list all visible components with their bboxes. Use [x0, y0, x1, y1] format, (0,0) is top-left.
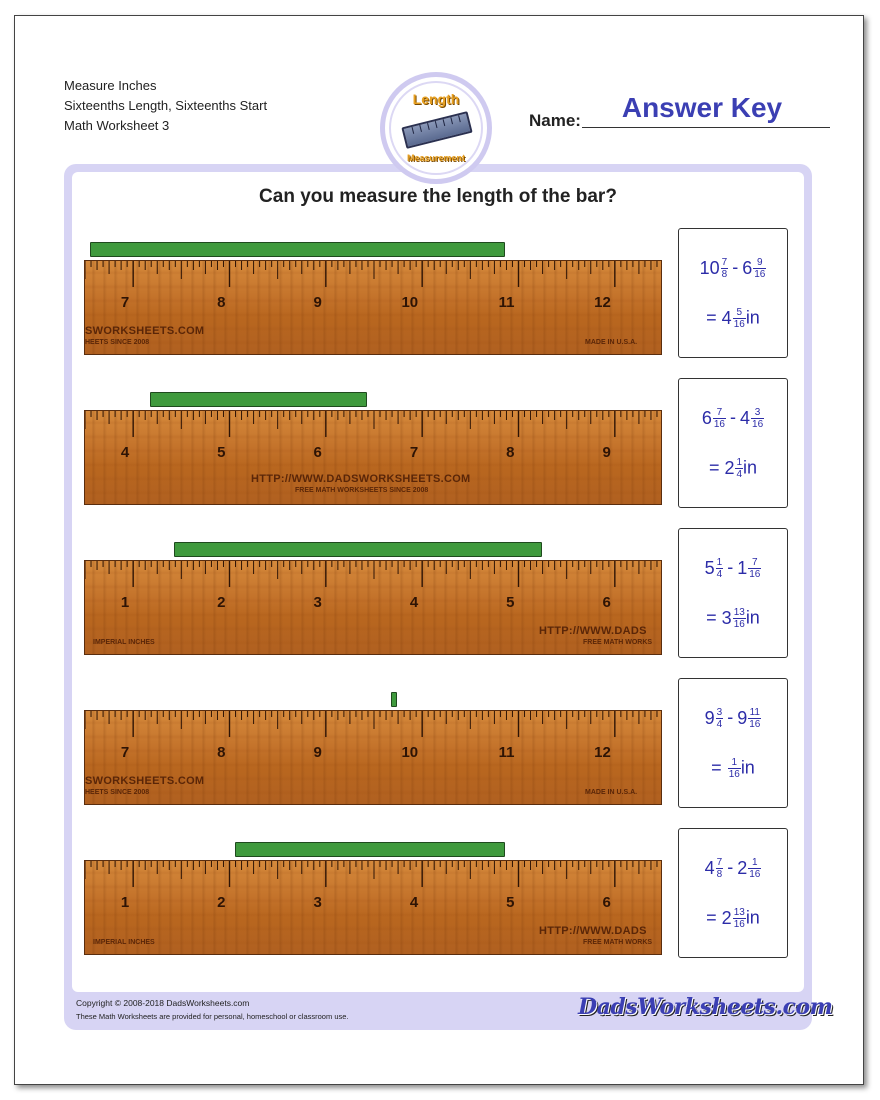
result-value — [722, 907, 746, 930]
numerator: 3 — [716, 707, 723, 718]
answer-key-text: Answer Key — [621, 92, 783, 123]
numerator: 7 — [716, 407, 723, 418]
unit-label: in — [740, 757, 755, 778]
numerator: 7 — [716, 857, 723, 868]
numerator: 11 — [749, 707, 760, 718]
denominator: 16 — [754, 269, 766, 280]
whole-number: 2 — [737, 858, 748, 878]
ruler-scale — [85, 711, 662, 805]
answer-box — [678, 228, 788, 358]
problem-row — [84, 828, 812, 958]
subtraction-expression — [679, 257, 787, 280]
result-value — [722, 607, 746, 630]
fraction — [716, 707, 724, 730]
equals-sign: = — [711, 757, 727, 778]
minus-sign: - — [727, 707, 734, 728]
end-value — [705, 707, 724, 730]
problem-row — [84, 378, 812, 508]
ruler-watermark-sub: FREE MATH WORKSHEETS SINCE 2008 — [295, 487, 429, 494]
ruler-inch-label: 6 — [313, 444, 322, 461]
ruler-inch-label: 5 — [506, 894, 515, 911]
dadsworksheets-logo[interactable]: DadsWorksheets.com — [578, 994, 833, 1020]
unit-label: in — [745, 607, 760, 628]
ruler-inch-label: 8 — [506, 444, 515, 461]
numerator: 7 — [721, 257, 728, 268]
ruler-inch-label: 10 — [401, 294, 419, 311]
denominator: 8 — [721, 269, 728, 280]
whole-number: 10 — [699, 258, 720, 278]
measure-bar — [150, 392, 367, 407]
denominator: 8 — [716, 869, 723, 880]
result-value — [724, 457, 743, 480]
equals-sign: = — [708, 457, 725, 478]
ruler-inch-label: 2 — [217, 894, 226, 911]
result-expression — [679, 757, 787, 780]
minus-sign: - — [730, 407, 736, 428]
fraction — [716, 557, 724, 580]
subtraction-expression — [679, 857, 787, 880]
result-value — [727, 757, 741, 780]
numerator: 1 — [731, 757, 738, 768]
start-value — [740, 407, 764, 430]
denominator: 16 — [733, 919, 745, 930]
ruler-inch-label: 1 — [120, 894, 130, 911]
numerator: 1 — [716, 557, 723, 568]
ruler-watermark: SWORKSHEETS.COM — [85, 325, 205, 337]
fraction — [721, 257, 729, 280]
result-expression — [679, 457, 787, 480]
denominator: 4 — [716, 719, 723, 730]
whole-number: 6 — [742, 258, 753, 278]
unit-label: in — [745, 907, 760, 928]
ruler-scale — [85, 861, 662, 955]
ruler-inch-label: 4 — [409, 594, 419, 611]
numerator: 13 — [733, 907, 745, 918]
wooden-ruler — [84, 560, 662, 655]
end-value — [705, 557, 724, 580]
question-heading: Can you measure the length of the bar? — [259, 186, 617, 207]
ruler-imperial-label: IMPERIAL INCHES — [93, 639, 155, 646]
denominator: 16 — [749, 719, 761, 730]
ruler-inch-label: 6 — [602, 594, 611, 611]
ruler-inch-label: 12 — [594, 294, 611, 311]
minus-sign: - — [732, 257, 739, 278]
ruler-made-in: MADE IN U.S.A. — [585, 789, 638, 796]
measure-bar — [391, 692, 397, 707]
unit-label: in — [743, 457, 758, 478]
problem-row — [84, 228, 812, 358]
ruler-scale — [85, 261, 662, 355]
ruler-inch-label: 7 — [120, 294, 130, 311]
ruler-inch-label: 3 — [313, 894, 322, 911]
numerator: 5 — [736, 307, 743, 318]
denominator: 16 — [733, 619, 745, 630]
ruler-watermark: HTTP://WWW.DADSWORKSHEETS.COM — [251, 473, 471, 485]
wooden-ruler — [84, 260, 662, 355]
start-value — [742, 257, 766, 280]
ruler-watermark-sub: HEETS SINCE 2008 — [85, 789, 150, 796]
whole-number: 4 — [740, 408, 751, 428]
equals-sign: = — [706, 307, 722, 328]
usage-note: These Math Worksheets are provided for personal, homeschool or classroom use. — [76, 1012, 349, 1021]
numerator: 7 — [752, 557, 758, 568]
whole-number: 2 — [724, 458, 735, 478]
denominator: 16 — [728, 769, 740, 780]
ruler-inch-label: 11 — [498, 294, 515, 311]
denominator: 16 — [713, 419, 725, 430]
equals-sign: = — [706, 907, 722, 928]
ruler-scale — [85, 561, 662, 655]
subtraction-expression — [679, 707, 787, 730]
denominator: 16 — [752, 419, 764, 430]
copyright-text: Copyright © 2008-2018 DadsWorksheets.com — [76, 998, 250, 1008]
ruler-inch-label: 12 — [594, 744, 611, 761]
fraction — [713, 407, 726, 430]
fraction — [735, 457, 743, 480]
whole-number: 4 — [704, 858, 715, 878]
result-expression — [679, 307, 787, 330]
ruler-inch-label: 5 — [506, 594, 515, 611]
fraction — [716, 857, 724, 880]
numerator: 1 — [736, 457, 743, 468]
whole-number: 9 — [737, 708, 748, 728]
end-value — [702, 407, 726, 430]
denominator: 16 — [749, 869, 761, 880]
whole-number: 4 — [721, 308, 732, 328]
whole-number: 1 — [737, 558, 748, 578]
answer-box — [678, 378, 788, 508]
denominator: 4 — [736, 469, 743, 480]
answer-box — [678, 528, 788, 658]
minus-sign: - — [727, 557, 734, 578]
ruler-inch-label: 2 — [217, 594, 226, 611]
numerator: 9 — [757, 257, 763, 268]
end-value — [705, 857, 724, 880]
name-field-line — [582, 127, 830, 128]
ruler-inch-label: 9 — [313, 744, 322, 761]
ruler-watermark: HTTP://WWW.DADS — [539, 625, 647, 637]
measure-bar — [235, 842, 506, 857]
problem-row — [84, 678, 812, 808]
fraction — [728, 757, 741, 780]
fraction — [733, 907, 746, 930]
fraction — [748, 707, 761, 730]
ruler-inch-label: 4 — [409, 894, 419, 911]
end-value — [700, 257, 729, 280]
wooden-ruler — [84, 860, 662, 955]
numerator: 1 — [752, 857, 758, 868]
wooden-ruler — [84, 410, 662, 505]
ruler-watermark: HTTP://WWW.DADS — [539, 925, 647, 937]
wooden-ruler — [84, 710, 662, 805]
fraction — [733, 607, 746, 630]
subtraction-expression — [679, 407, 787, 430]
ruler-inch-label: 4 — [120, 444, 130, 461]
start-value — [737, 557, 761, 580]
answer-box — [678, 678, 788, 808]
measure-bar — [174, 542, 541, 557]
ruler-imperial-label: IMPERIAL INCHES — [93, 939, 155, 946]
logo-subtitle: Measurement — [406, 153, 466, 163]
ruler-made-in: MADE IN U.S.A. — [585, 339, 638, 346]
logo-title: Length — [412, 91, 460, 107]
answer-box — [678, 828, 788, 958]
fraction — [748, 857, 761, 880]
numerator: 3 — [754, 407, 761, 418]
ruler-watermark-sub: FREE MATH WORKS — [583, 939, 653, 946]
whole-number: 5 — [704, 558, 715, 578]
ruler-watermark-sub: HEETS SINCE 2008 — [85, 339, 150, 346]
ruler-inch-label: 8 — [217, 294, 226, 311]
result-expression — [679, 607, 787, 630]
ruler-inch-label: 11 — [498, 744, 515, 761]
start-value — [737, 707, 761, 730]
problem-row — [84, 528, 812, 658]
whole-number: 9 — [704, 708, 715, 728]
ruler-inch-label: 9 — [602, 444, 611, 461]
ruler-inch-label: 10 — [401, 744, 419, 761]
unit-label: in — [745, 307, 760, 328]
start-value — [737, 857, 761, 880]
minus-sign: - — [727, 857, 734, 878]
ruler-inch-label: 8 — [217, 744, 226, 761]
result-expression — [679, 907, 787, 930]
whole-number: 2 — [721, 908, 732, 928]
denominator: 16 — [749, 569, 761, 580]
ruler-inch-label: 9 — [313, 294, 322, 311]
length-measurement-logo — [380, 72, 492, 184]
measure-bar — [90, 242, 505, 257]
header-worksheet-number: Math Worksheet 3 — [64, 118, 170, 133]
result-value — [722, 307, 746, 330]
subtraction-expression — [679, 557, 787, 580]
denominator: 16 — [733, 319, 745, 330]
fraction — [748, 557, 761, 580]
ruler-watermark-sub: FREE MATH WORKS — [583, 639, 653, 646]
fraction — [733, 307, 746, 330]
name-label: Name: — [529, 111, 581, 130]
ruler-inch-label: 1 — [120, 594, 130, 611]
ruler-inch-label: 7 — [120, 744, 130, 761]
numerator: 13 — [733, 607, 745, 618]
header-title: Measure Inches — [64, 78, 157, 93]
ruler-inch-label: 5 — [217, 444, 226, 461]
whole-number: 3 — [721, 608, 732, 628]
equals-sign: = — [706, 607, 722, 628]
fraction — [753, 257, 766, 280]
ruler-watermark: SWORKSHEETS.COM — [85, 775, 205, 787]
whole-number: 6 — [701, 408, 712, 428]
ruler-inch-label: 6 — [602, 894, 611, 911]
denominator: 4 — [716, 569, 723, 580]
ruler-inch-label: 3 — [313, 594, 322, 611]
ruler-inch-label: 7 — [409, 444, 419, 461]
fraction — [751, 407, 764, 430]
header-subtitle: Sixteenths Length, Sixteenths Start — [64, 98, 268, 113]
